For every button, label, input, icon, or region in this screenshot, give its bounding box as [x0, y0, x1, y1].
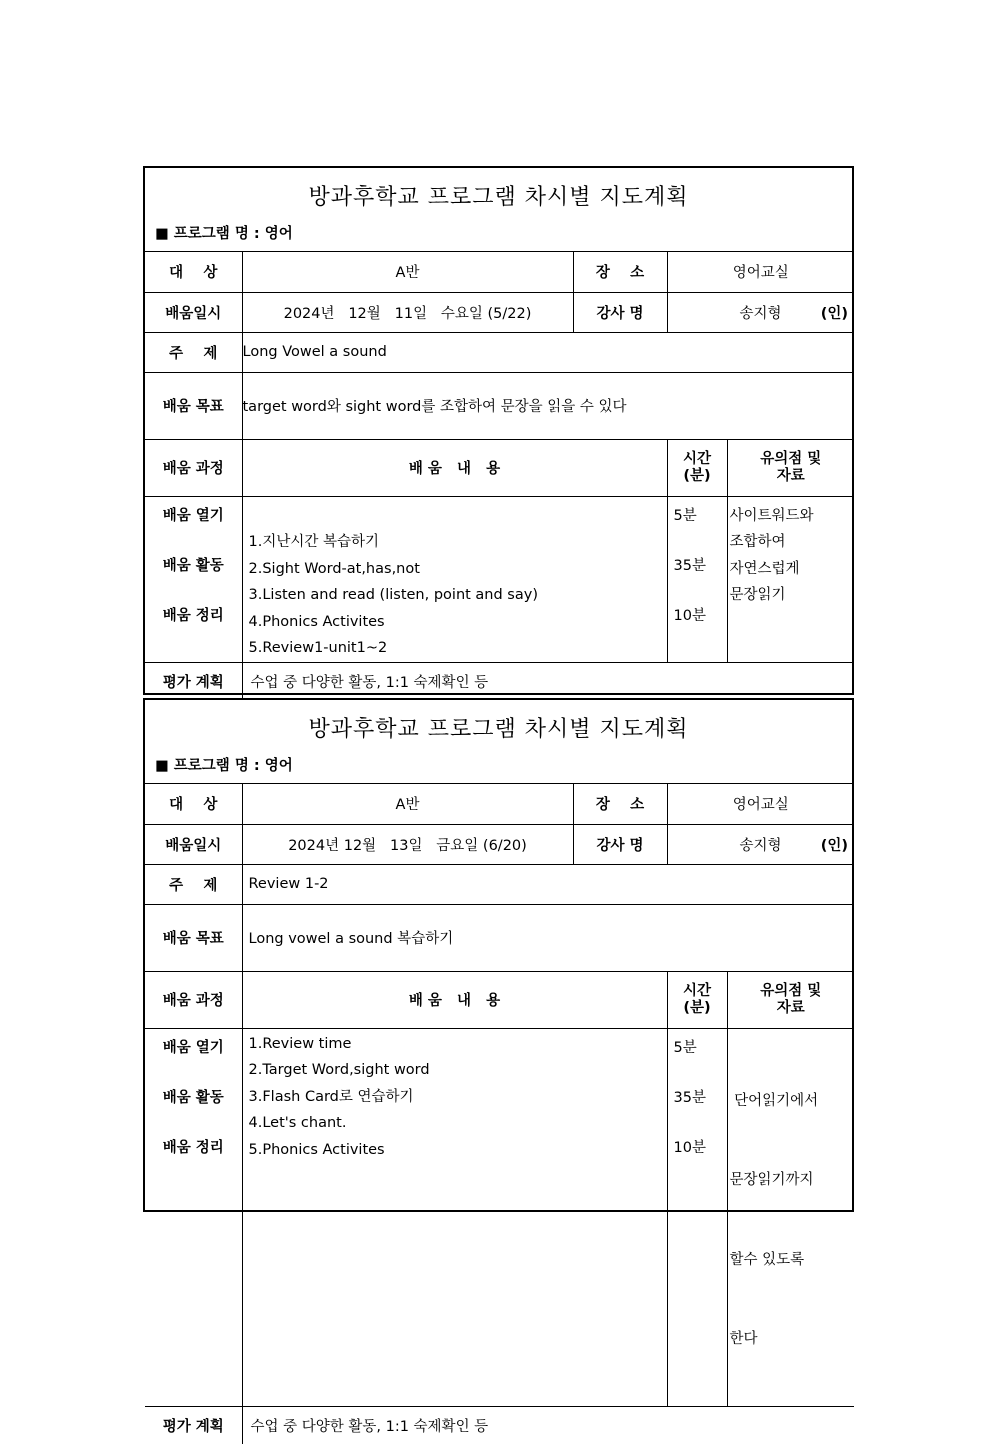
evaluation-label: 평가 계획 [145, 662, 242, 700]
target-value: A반 [242, 252, 573, 292]
notes-list [727, 1028, 854, 1406]
stage-activity: 배움 활동 [162, 557, 224, 574]
teacher-value: 송지형 [739, 305, 782, 322]
content-line: 5.Phonics Activites [248, 1141, 385, 1158]
note-line: 할수 있도록 [729, 1251, 805, 1268]
stage-labels [145, 1028, 242, 1406]
stage-close: 배움 정리 [162, 1139, 224, 1156]
content-line: 5.Review1-unit1~2 [248, 640, 388, 656]
content-line: 1.Review time [248, 1035, 352, 1052]
time-close: 10분 [673, 607, 706, 624]
process-label: 배움 과정 [145, 971, 242, 1028]
program-name: ■ 프로그램 명 : 영어 [155, 758, 293, 774]
plan-table [145, 784, 854, 1444]
date-value: 2024년 12월 13일 금요일 (6/20) [242, 824, 573, 864]
content-line: 4.Let's chant. [248, 1115, 347, 1131]
notes-header: 유의점 및 자료 [727, 439, 854, 496]
stage-activity: 배움 활동 [162, 1089, 224, 1106]
time-list [667, 1028, 727, 1406]
plan-header [145, 168, 852, 252]
goal-label: 배움 목표 [145, 904, 242, 971]
lesson-plan-2 [143, 698, 854, 1435]
place-value: 영어교실 [667, 252, 854, 292]
teacher-cell [667, 292, 854, 332]
content-line: 1.지난시간 복습하기 [248, 534, 379, 550]
program-name: ■ 프로그램 명 : 영어 [155, 226, 293, 242]
content-header: 배 움 내 용 [242, 439, 667, 496]
lesson-plan-1 [143, 166, 854, 695]
notes-list [727, 496, 854, 662]
plan-header [145, 700, 852, 784]
content-list [242, 1028, 667, 1406]
stage-labels [145, 496, 242, 662]
time-list [667, 496, 727, 662]
content-line: 3.Listen and read (listen, point and say) [248, 587, 538, 603]
place-label: 장 소 [573, 784, 667, 824]
date-label: 배움일시 [145, 292, 242, 332]
note-line: 문장읽기까지 [729, 1172, 814, 1188]
place-label: 장 소 [573, 252, 667, 292]
target-value: A반 [242, 784, 573, 824]
topic-value: Review 1-2 [242, 864, 854, 904]
time-activity: 35분 [673, 557, 706, 574]
target-label: 대 상 [145, 252, 242, 292]
evaluation-value: 수업 중 다양한 활동, 1:1 숙제확인 등 [242, 1406, 854, 1444]
note-line: 한다 [729, 1331, 758, 1347]
target-label: 대 상 [145, 784, 242, 824]
seal-mark: (인) [820, 305, 848, 322]
content-header: 배 움 내 용 [242, 971, 667, 1028]
time-activity: 35분 [673, 1089, 706, 1106]
content-line: 2.Target Word,sight word [248, 1062, 430, 1078]
time-open: 5분 [673, 1039, 697, 1056]
goal-value: Long vowel a sound 복습하기 [242, 904, 854, 971]
note-line: 자연스럽게 [729, 560, 800, 577]
note-line: 문장읽기 [729, 587, 786, 603]
time-open: 5분 [673, 507, 697, 524]
stage-close: 배움 정리 [162, 607, 224, 624]
goal-label: 배움 목표 [145, 372, 242, 439]
teacher-value: 송지형 [739, 837, 782, 854]
content-line: 2.Sight Word-at,has,not [248, 560, 420, 577]
process-label: 배움 과정 [145, 439, 242, 496]
stage-open: 배움 열기 [162, 507, 224, 524]
time-close: 10분 [673, 1139, 706, 1156]
place-value: 영어교실 [667, 784, 854, 824]
goal-value: target word와 sight word를 조합하여 문장을 읽을 수 있다 [242, 372, 854, 439]
teacher-label: 강사 명 [573, 292, 667, 332]
note-line: 단어읽기에서 [729, 1092, 819, 1109]
teacher-cell [667, 824, 854, 864]
note-line: 사이트워드와 [729, 507, 814, 524]
plan-title: 방과후학교 프로그램 차시별 지도계획 [308, 717, 689, 742]
topic-value: Long Vowel a sound [242, 332, 854, 372]
plan-table [145, 252, 854, 700]
content-line: 4.Phonics Activites [248, 613, 385, 630]
plan-title: 방과후학교 프로그램 차시별 지도계획 [308, 185, 689, 210]
content-line [249, 503, 661, 530]
date-label: 배움일시 [145, 824, 242, 864]
time-header: 시간 (분) [667, 439, 727, 496]
content-line: 3.Flash Card로 연습하기 [248, 1088, 414, 1105]
topic-label: 주 제 [145, 864, 242, 904]
time-header: 시간 (분) [667, 971, 727, 1028]
notes-header: 유의점 및 자료 [727, 971, 854, 1028]
date-value: 2024년 12월 11일 수요일 (5/22) [242, 292, 573, 332]
topic-label: 주 제 [145, 332, 242, 372]
stage-open: 배움 열기 [162, 1039, 224, 1056]
teacher-label: 강사 명 [573, 824, 667, 864]
evaluation-label: 평가 계획 [145, 1406, 242, 1444]
seal-mark: (인) [820, 837, 848, 854]
content-list [242, 496, 667, 662]
note-line: 조합하여 [729, 534, 786, 550]
evaluation-value: 수업 중 다양한 활동, 1:1 숙제확인 등 [242, 662, 854, 700]
